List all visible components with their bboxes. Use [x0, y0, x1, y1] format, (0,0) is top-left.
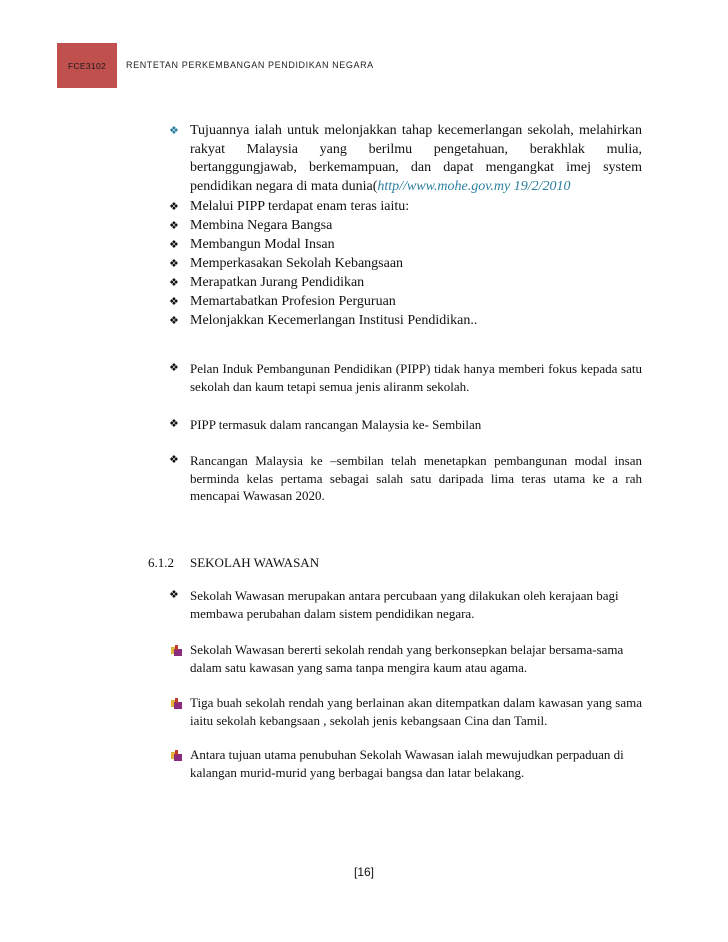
- diamond-bullet-icon: ❖: [169, 277, 179, 289]
- pipp-text: Pelan Induk Pembangunan Pendidikan (PIPP) tidak hanya memberi fokus kepada satu sekolah dan kaum tetapi semua jenis aliranm sekolah.: [190, 361, 642, 394]
- diamond-bullet-icon: ❖: [169, 258, 179, 270]
- list-item-text: Membangun Modal Insan: [190, 237, 335, 252]
- list-item-text: Melalui PIPP terdapat enam teras iaitu:: [190, 199, 410, 214]
- diamond-bullet-icon: ❖: [169, 589, 179, 601]
- rm9b-paragraph: [169, 452, 642, 505]
- rm9b-text: Rancangan Malaysia ke –sembilan telah menetapkan pembangunan modal insan berminda kelas pertama sebagai salah satu daripada lima teras utama ke a rah mencapai Wawasan 2020.: [190, 453, 642, 503]
- source-link[interactable]: http//www.mohe.gov.my 19/2/2010: [377, 178, 571, 194]
- diamond-bullet-icon: ❖: [169, 418, 179, 430]
- wawasan-paragraph: [190, 746, 642, 781]
- list-item-text: Merapatkan Jurang Pendidikan: [190, 275, 365, 290]
- square-bullet-icon: [171, 750, 182, 761]
- wawasan-paragraph: [190, 694, 642, 729]
- list-item: [169, 198, 642, 217]
- diamond-bullet-icon: ❖: [169, 362, 179, 374]
- list-item: [169, 236, 642, 255]
- list-item: [169, 217, 642, 236]
- wawasan-text: Sekolah Wawasan bererti sekolah rendah yang berkonsepkan belajar bersama-sama dalam satu kawasan yang sama tanpa mengira kaum atau agama.: [190, 642, 624, 675]
- diamond-bullet-icon: ❖: [169, 315, 179, 327]
- list-item-text: Memperkasakan Sekolah Kebangsaan: [190, 256, 404, 271]
- list-item: [169, 293, 642, 312]
- square-bullet-icon: [171, 698, 182, 709]
- list-item-text: Membina Negara Bangsa: [190, 218, 333, 233]
- header-code-box: [57, 43, 117, 88]
- pipp-paragraph: [169, 360, 642, 395]
- wawasan-text: Tiga buah sekolah rendah yang berlainan akan ditempatkan dalam kawasan yang sama iaitu sekolah kebangsaan , sekolah jenis kebangsaan Cina dan Tamil.: [190, 695, 642, 728]
- diamond-bullet-icon: ❖: [169, 296, 179, 308]
- wawasan-paragraph: [169, 587, 642, 622]
- diamond-bullet-icon: ❖: [169, 239, 179, 251]
- section-number: 6.1.2: [148, 555, 174, 570]
- wawasan-text: Antara tujuan utama penubuhan Sekolah Wawasan ialah mewujudkan perpaduan di kalangan murid-murid yang berbagai bangsa dan latar belakang.: [190, 747, 624, 780]
- diamond-bullet-icon: ❖: [169, 125, 179, 137]
- rm9-paragraph: [169, 416, 642, 434]
- diamond-bullet-icon: ❖: [169, 454, 179, 466]
- list-item: [169, 274, 642, 293]
- list-item: [169, 312, 642, 331]
- wawasan-paragraph: [190, 641, 642, 676]
- diamond-bullet-icon: ❖: [169, 220, 179, 232]
- diamond-bullet-icon: ❖: [169, 201, 179, 213]
- page-number: [16]: [353, 865, 374, 879]
- square-bullet-icon: [171, 645, 182, 656]
- header-code: FCE3102: [67, 60, 106, 71]
- wawasan-text: Sekolah Wawasan merupakan antara percubaan yang dilakukan oleh kerajaan bagi membawa perubahan dalam sistem pendidikan negara.: [190, 588, 619, 621]
- intro-text: Tujuannya ialah untuk melonjakkan tahap kecemerlangan sekolah, melahirkan rakyat Malaysia yang berilmu pengetahuan, berakhlak mulia, bertanggungjawab, berkemampuan, dan dapat mengangkat imej system pendidikan negara di mata dunia(: [190, 123, 642, 194]
- list-item-text: Memartabatkan Profesion Perguruan: [190, 294, 396, 309]
- list-item-text: Melonjakkan Kecemerlangan Institusi Pendidikan..: [190, 313, 478, 328]
- list-item: [169, 255, 642, 274]
- section-title: SEKOLAH WAWASAN: [190, 555, 320, 570]
- rm9-text: PIPP termasuk dalam rancangan Malaysia ke- Sembilan: [190, 417, 482, 432]
- intro-paragraph: [169, 122, 642, 196]
- header-title: RENTETAN PERKEMBANGAN PENDIDIKAN NEGARA: [126, 60, 374, 70]
